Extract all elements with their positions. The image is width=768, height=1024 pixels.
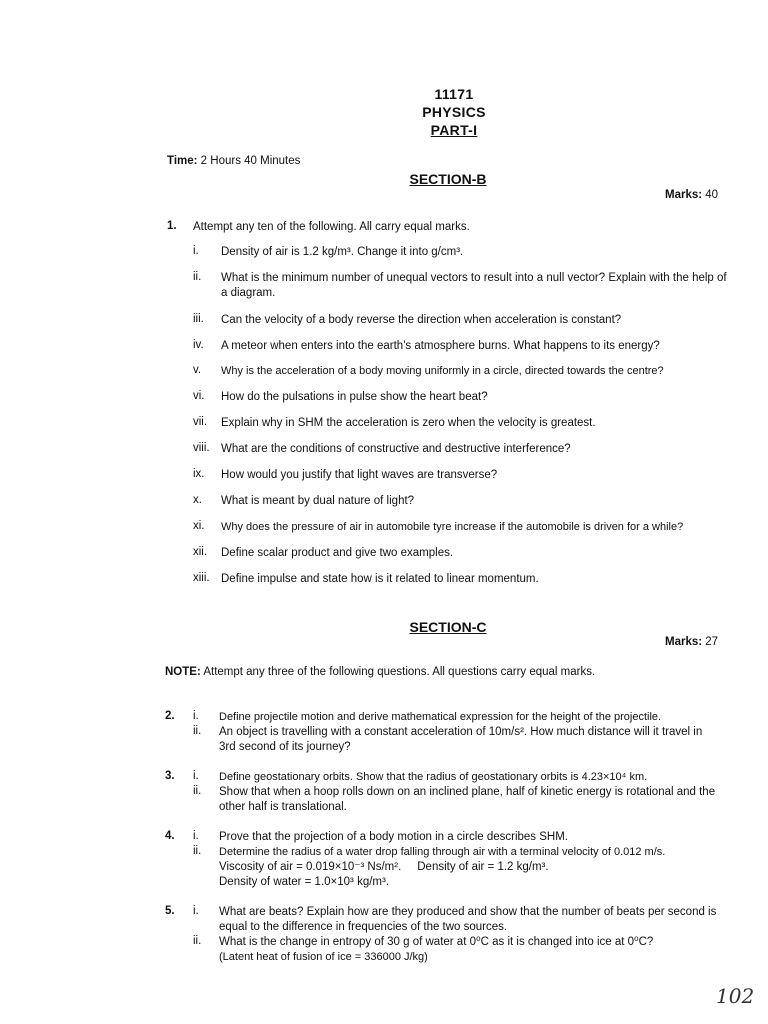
item-text: Density of air is 1.2 kg/m³. Change it into g/cm³. (221, 246, 464, 258)
item-text: How do the pulsations in pulse show the heart beat? (221, 391, 488, 403)
part-text: Prove that the projection of a body motion in a circle describes SHM. (219, 831, 569, 843)
item-roman: xi. (193, 520, 205, 532)
item-text: Define scalar product and give two examples. (221, 547, 454, 559)
note-label: NOTE: (165, 666, 201, 678)
marks-value: 40 (705, 189, 719, 201)
question-number: 2. (165, 710, 175, 722)
item-roman: vi. (193, 390, 205, 402)
question-number: 4. (165, 830, 175, 842)
section-c-marks (665, 636, 718, 648)
marks-label: Marks: (665, 636, 703, 648)
part-text: Determine the radius of a water drop falling through air with a terminal velocity of 0.012 m/s. (219, 846, 666, 858)
time-line (167, 155, 300, 167)
item-text: What is meant by dual nature of light? (221, 495, 415, 507)
part-roman: i. (193, 830, 199, 842)
note-text: Attempt any three of the following questions. All questions carry equal marks. (203, 666, 596, 678)
marks-label: Marks: (665, 189, 703, 201)
item-roman: vii. (193, 416, 208, 428)
part-text: What are beats? Explain how are they produced and show that the number of beats per second is equal to the difference in frequencies of the two sources. (219, 906, 717, 933)
item-roman: iii. (193, 313, 204, 325)
part-title: PART-I (430, 122, 478, 138)
item-text: What is the minimum number of unequal vectors to result into a null vector? Explain with the help of a diagram. (221, 272, 727, 299)
subject-title: PHYSICS (422, 104, 486, 120)
item-roman: i. (193, 245, 199, 257)
section-c-title: SECTION-C (409, 619, 487, 635)
part-text: (Latent heat of fusion of ice = 336000 J/kg) (219, 951, 428, 963)
item-text: Define impulse and state how is it related to linear momentum. (221, 573, 539, 585)
part-roman: i. (193, 905, 199, 917)
part-text: Define projectile motion and derive mathematical expression for the height of the projectile. (219, 711, 662, 723)
item-text: Explain why in SHM the acceleration is zero when the velocity is greatest. (221, 417, 596, 429)
part-text: An object is travelling with a constant acceleration of 10m/s². How much distance will it travel in 3rd second of its journey? (219, 726, 703, 753)
part-roman: i. (193, 770, 199, 782)
item-text: What are the conditions of constructive and destructive interference? (221, 443, 571, 455)
section-b-instruction: Attempt any ten of the following. All carry equal marks. (193, 221, 470, 233)
item-text: Can the velocity of a body reverse the direction when acceleration is constant? (221, 314, 622, 326)
item-roman: ix. (193, 468, 205, 480)
part-text: Show that when a hoop rolls down on an inclined plane, half of kinetic energy is rotational and the other half is translational. (219, 786, 716, 813)
part-text: Density of water = 1.0×10³ kg/m³. (219, 876, 390, 888)
part-roman: ii. (193, 725, 202, 737)
part-roman: i. (193, 710, 199, 722)
item-roman: iv. (193, 339, 204, 351)
question-number: 1. (167, 220, 177, 232)
part-roman: ii. (193, 785, 202, 797)
item-text: A meteor when enters into the earth's atmosphere burns. What happens to its energy? (221, 340, 660, 352)
note-line (165, 666, 595, 678)
paper-code: 11171 (434, 86, 474, 102)
question-number: 3. (165, 770, 175, 782)
item-text: Why is the acceleration of a body moving uniformly in a circle, directed towards the centre? (221, 365, 664, 377)
part-text: Viscosity of air = 0.019×10⁻³ Ns/m². Density of air = 1.2 kg/m³. (219, 861, 549, 873)
item-roman: xiii. (193, 572, 210, 584)
part-roman: ii. (193, 935, 202, 947)
time-value: 2 Hours 40 Minutes (200, 155, 301, 167)
item-text: Why does the pressure of air in automobile tyre increase if the automobile is driven for a while? (221, 521, 684, 533)
item-roman: x. (193, 494, 202, 506)
part-text: Define geostationary orbits. Show that the radius of geostationary orbits is 4.23×10⁴ km. (219, 771, 648, 783)
part-text: What is the change in entropy of 30 g of water at 0⁰C as it is changed into ice at 0⁰C? (219, 936, 654, 948)
item-roman: ii. (193, 271, 202, 283)
item-text: How would you justify that light waves are transverse? (221, 469, 498, 481)
time-label: Time: (167, 155, 198, 167)
page-number-handwritten: 102 (716, 984, 755, 1008)
question-number: 5. (165, 905, 175, 917)
section-b-title: SECTION-B (409, 171, 487, 187)
item-roman: xii. (193, 546, 208, 558)
section-b-marks (665, 189, 718, 201)
item-roman: v. (193, 364, 202, 376)
marks-value: 27 (705, 636, 719, 648)
item-roman: viii. (193, 442, 210, 454)
part-roman: ii. (193, 845, 202, 857)
